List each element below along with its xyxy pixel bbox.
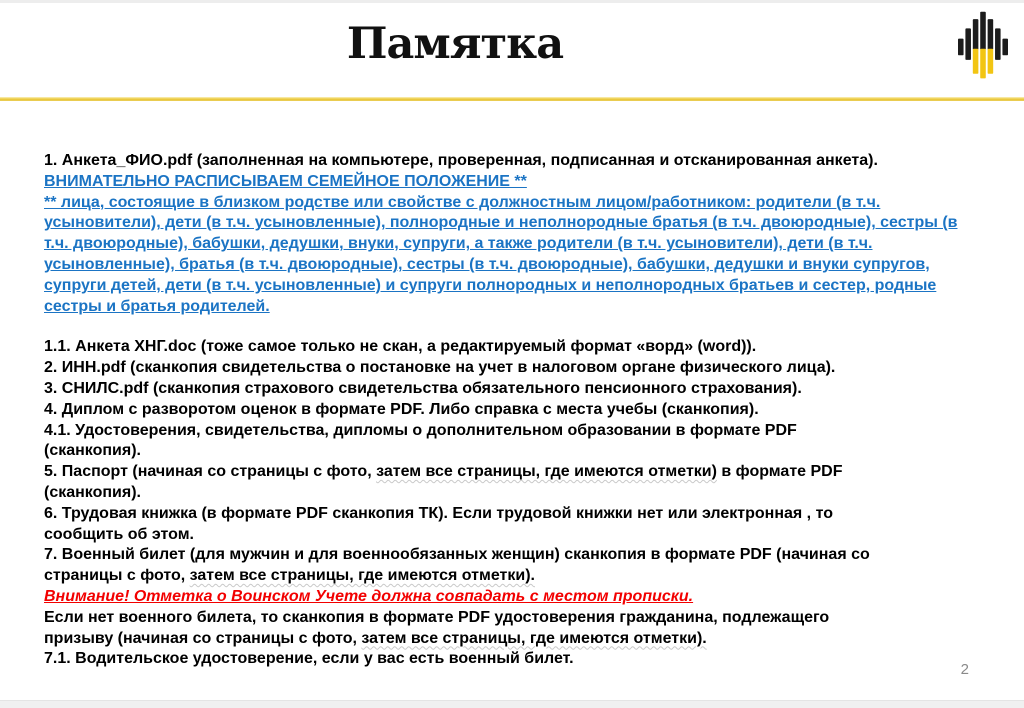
family-note-line: ** лица, состоящие в близком родстве или свойстве с должностным лицом/работником: родители (в т.ч. <box>44 193 881 211</box>
warning-line: Внимание! Отметка о Воинском Учете должна совпадать с местом прописки. <box>44 587 694 605</box>
family-note-line: усыновленные), братья (в т.ч. двоюродные), сестры (в т.ч. двоюродные), бабушки, дедушки и внуки супругов, <box>44 255 930 273</box>
item-7-flagged-text: затем все страницы, где имеются отметки). <box>189 567 535 585</box>
item-2: 2. ИНН.pdf (сканкопия свидетельства о постановке на учет в налоговом органе физического лица). <box>44 359 836 377</box>
item-3: 3. СНИЛС.pdf (сканкопия страхового свидетельства обязательного пенсионного страхования). <box>44 379 802 397</box>
no-military-id-flagged-text: затем все страницы, где имеются отметки). <box>361 629 707 647</box>
item-1-1: 1.1. Анкета ХНГ.doc (тоже самое только не скан, а редактируемый формат «ворд» (word)). <box>44 338 757 356</box>
item-5-cont: (сканкопия). <box>44 483 141 501</box>
slide-header <box>0 0 1024 97</box>
item-4-1-cont: (сканкопия). <box>44 442 141 460</box>
family-note-line: супруги детей, дети (в т.ч. усыновленные) и супруги полнородных и неполнородных братьев и сестер, родные <box>44 276 937 294</box>
item-6: 6. Трудовая книжка (в формате PDF сканкопия ТК). Если трудовой книжки нет или электронная , то <box>44 504 833 522</box>
rosneft-logo-icon <box>958 9 1008 83</box>
page-number: 2 <box>960 661 969 678</box>
blank-line <box>44 317 1004 337</box>
slide-bottom-border <box>0 700 1024 708</box>
item-5-flagged-text: затем все страницы, где имеются отметки) <box>376 463 717 481</box>
family-note-line: усыновители), дети (в т.ч. усыновленные), полнородные и неполнородные братья (в т.ч. двоюродные), сестры (в <box>44 214 958 232</box>
item-4-1: 4.1. Удостоверения, свидетельства, дипломы о дополнительном образовании в формате PDF <box>44 421 797 439</box>
item-7-cont <box>44 566 1004 587</box>
item-5-text: в формате PDF <box>716 463 843 481</box>
item-4: 4. Диплом с разворотом оценок в формате PDF. Либо справка с места учебы (сканкопия). <box>44 400 759 418</box>
item-6-cont: сообщить об этом. <box>44 525 194 543</box>
item-7: 7. Военный билет (для мужчин и для военнообязанных женщин) сканкопия в формате PDF (начиная со <box>44 546 870 564</box>
no-military-id-line: Если нет военного билета, то сканкопия в формате PDF удостоверения гражданина, подлежащего <box>44 608 830 626</box>
no-military-id-text: призыву (начиная со страницы с фото, <box>44 629 362 647</box>
item-7-text: страницы с фото, <box>44 567 190 585</box>
item-5 <box>44 462 1004 483</box>
no-military-id-cont <box>44 629 1004 650</box>
family-note-line: сестры и братья родителей. <box>44 297 270 315</box>
memo-body <box>44 101 1004 670</box>
attention-heading: ВНИМАТЕЛЬНО РАСПИСЫВАЕМ СЕМЕЙНОЕ ПОЛОЖЕНИЕ ** <box>44 172 527 190</box>
item-5-text: 5. Паспорт (начиная со страницы с фото, <box>44 463 377 481</box>
page-title: Памятка <box>346 19 564 69</box>
family-note-line: т.ч. двоюродные), бабушки, дедушки, внуки, супруги, а также родители (в т.ч. усыновители), дети (в т.ч. <box>44 235 873 253</box>
item-7-1: 7.1. Водительское удостоверение, если у вас есть военный билет. <box>44 650 574 668</box>
item-1: 1. Анкета_ФИО.pdf (заполненная на компьютере, проверенная, подписанная и отсканированная анкета). <box>44 152 878 169</box>
